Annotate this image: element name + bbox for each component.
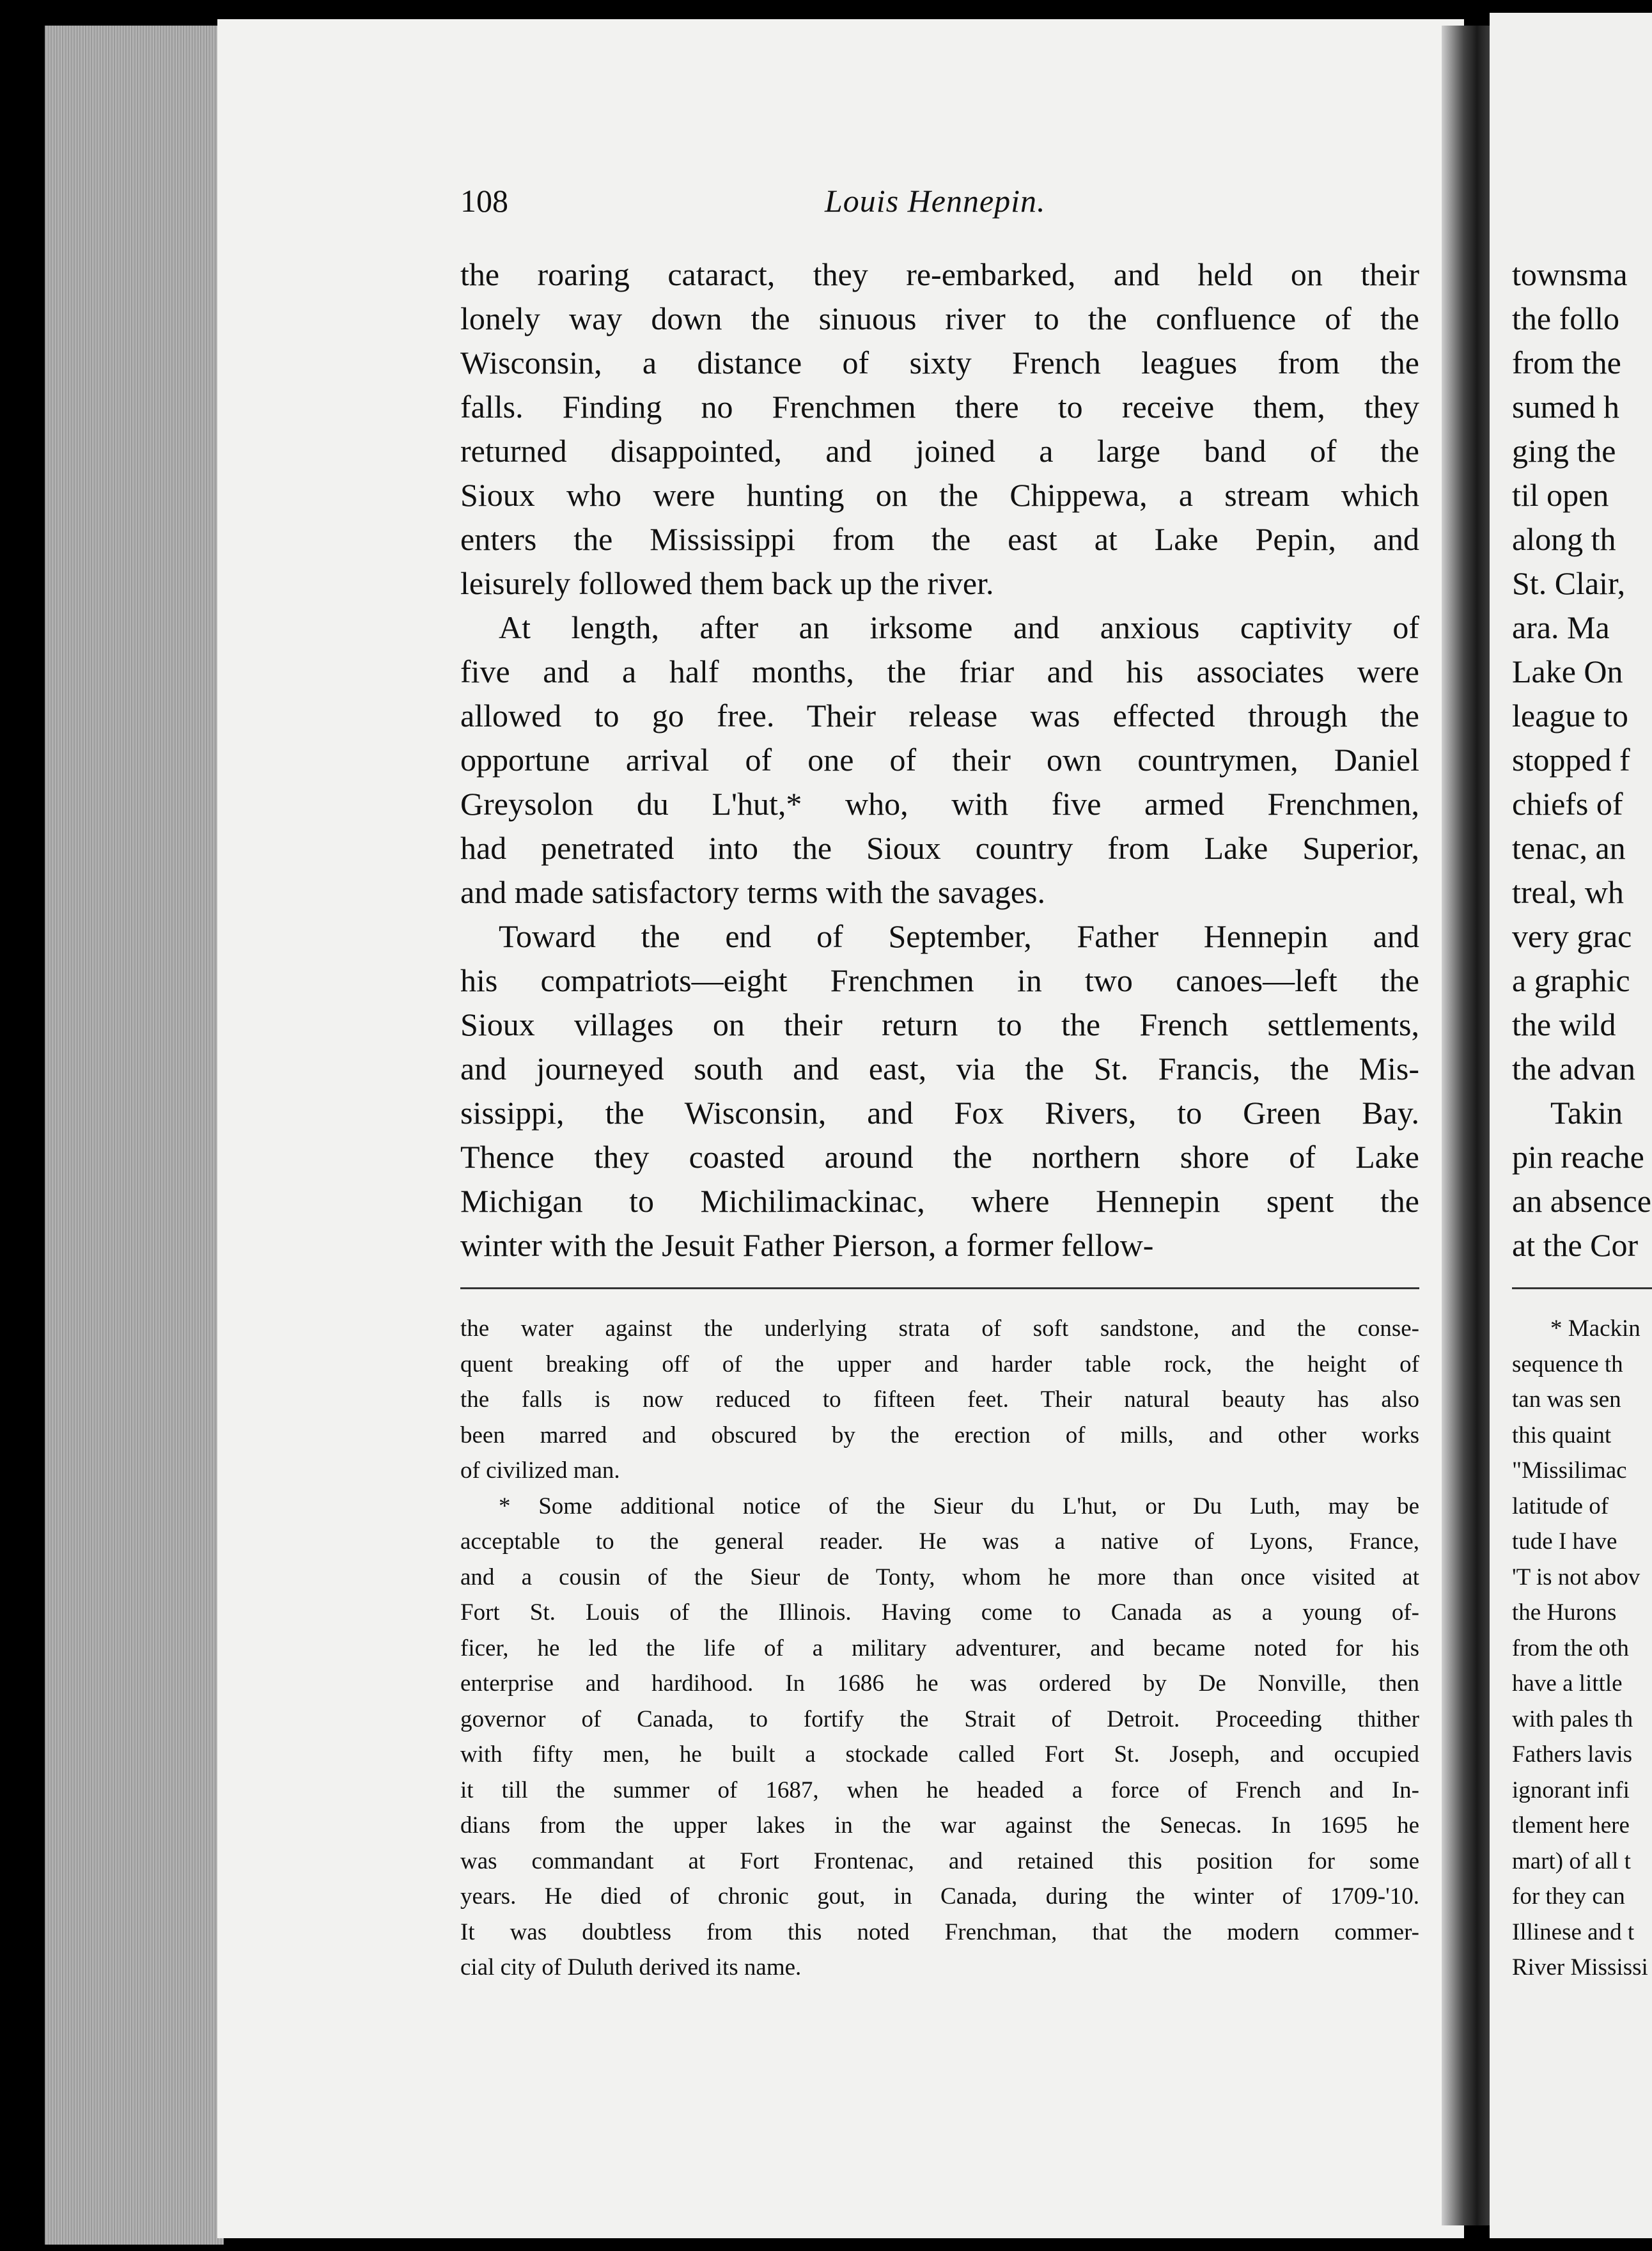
footnote-line: it till the summer of 1687, when he headed a force of French and In- — [460, 1776, 1419, 1803]
footnote-line: Fort St. Louis of the Illinois. Having come to Canada as a young of- — [460, 1599, 1419, 1626]
text-line: lonely way down the sinuous river to the confluence of the — [460, 301, 1419, 336]
footnote-line: and a cousin of the Sieur de Tonty, whom he more than once visited at — [460, 1564, 1419, 1590]
right-text-line: from the — [1512, 345, 1621, 380]
text-line: Wisconsin, a distance of sixty French leagues from the — [460, 345, 1419, 380]
right-footnote-rule — [1512, 1287, 1652, 1289]
footnote-line: governor of Canada, to fortify the Strait of Detroit. Proceeding thither — [460, 1706, 1419, 1732]
text-line: allowed to go free. Their release was effected through the — [460, 698, 1419, 733]
right-text-line: St. Clair, — [1512, 565, 1626, 601]
footnote-line: * Some additional notice of the Sieur du L'hut, or Du Luth, may be — [499, 1493, 1419, 1519]
footnotes — [460, 1311, 1419, 1986]
right-text-line: pin reache — [1512, 1139, 1644, 1175]
footnote-line: It was doubtless from this noted Frenchman, that the modern commer- — [460, 1918, 1419, 1945]
footnote-line: enterprise and hardihood. In 1686 he was ordered by De Nonville, then — [460, 1670, 1419, 1697]
text-line: his compatriots—eight Frenchmen in two canoes—left the — [460, 962, 1419, 998]
right-footnote-line: from the oth — [1512, 1635, 1629, 1661]
text-line: At length, after an irksome and anxious captivity of — [499, 609, 1419, 645]
right-footnote-line: with pales th — [1512, 1706, 1633, 1732]
right-footnote-line: latitude of — [1512, 1493, 1609, 1519]
right-text-line: a graphic — [1512, 962, 1630, 998]
text-line: Greysolon du L'hut,* who, with five armed Frenchmen, — [460, 786, 1419, 822]
right-text-line: very grac — [1512, 918, 1632, 954]
text-line: Michigan to Michilimackinac, where Hennepin spent the — [460, 1183, 1419, 1219]
text-line: and made satisfactory terms with the savages. — [460, 874, 1045, 910]
footnote-line: was commandant at Fort Frontenac, and retained this position for some — [460, 1847, 1419, 1874]
right-text-line: league to — [1512, 698, 1628, 733]
right-footnote-line: tude I have — [1512, 1528, 1617, 1555]
text-line: five and a half months, the friar and his associates were — [460, 654, 1419, 689]
right-text-line: Takin — [1550, 1095, 1623, 1131]
text-line: winter with the Jesuit Father Pierson, a former fellow- — [460, 1227, 1154, 1263]
right-text-line: chiefs of — [1512, 786, 1623, 822]
text-line: Thence they coasted around the northern shore of Lake — [460, 1139, 1419, 1175]
right-footnote-line: "Missilimac — [1512, 1457, 1627, 1484]
right-text-line: along th — [1512, 521, 1616, 557]
right-text-line: tenac, an — [1512, 830, 1626, 866]
right-page — [1490, 13, 1652, 2238]
footnote-line: ficer, he led the life of a military adventurer, and became noted for his — [460, 1635, 1419, 1661]
footnote-line: been marred and obscured by the erection of mills, and other works — [460, 1422, 1419, 1448]
right-page-text — [1512, 253, 1652, 1267]
right-text-line: til open — [1512, 477, 1609, 513]
footnote-line: with fifty men, he built a stockade called Fort St. Joseph, and occupied — [460, 1741, 1419, 1768]
right-text-line: townsma — [1512, 256, 1628, 292]
footnote-line: years. He died of chronic gout, in Canada, during the winter of 1709-'10. — [460, 1883, 1419, 1910]
text-line: Toward the end of September, Father Hennepin and — [499, 918, 1419, 954]
text-line: returned disappointed, and joined a large band of the — [460, 433, 1419, 469]
footnote-line: of civilized man. — [460, 1457, 620, 1484]
right-footnote-line: Fathers lavis — [1512, 1741, 1633, 1768]
running-title: Louis Hennepin. — [825, 183, 1046, 219]
right-footnote-line: ignorant infi — [1512, 1776, 1630, 1803]
footnote-line: dians from the upper lakes in the war against the Senecas. In 1695 he — [460, 1812, 1419, 1839]
footnote-line: cial city of Duluth derived its name. — [460, 1954, 802, 1980]
text-line: leisurely followed them back up the river. — [460, 565, 994, 601]
right-text-line: sumed h — [1512, 389, 1620, 425]
right-text-line: ara. Ma — [1512, 609, 1610, 645]
right-footnote-line: this quaint — [1512, 1422, 1612, 1448]
right-text-line: ging the — [1512, 433, 1616, 469]
right-text-line: stopped f — [1512, 742, 1630, 778]
text-line: Sioux who were hunting on the Chippewa, a stream which — [460, 477, 1419, 513]
text-line: sissippi, the Wisconsin, and Fox Rivers, to Green Bay. — [460, 1095, 1419, 1131]
footnote-rule — [460, 1287, 1419, 1289]
right-text-line: the follo — [1512, 301, 1620, 336]
right-text-line: an absence — [1512, 1183, 1651, 1219]
right-footnote-line: the Hurons — [1512, 1599, 1617, 1626]
text-line: falls. Finding no Frenchmen there to receive them, they — [460, 389, 1419, 425]
right-footnote-line: * Mackin — [1550, 1315, 1640, 1342]
right-text-line: at the Cor — [1512, 1227, 1639, 1263]
text-line: enters the Mississippi from the east at Lake Pepin, and — [460, 521, 1419, 557]
footnote-line: quent breaking off of the upper and harder table rock, the height of — [460, 1351, 1419, 1377]
right-footnote-line: River Mississi — [1512, 1954, 1648, 1980]
right-footnote-line: have a little — [1512, 1670, 1623, 1697]
right-footnote-line: 'T is not abov — [1512, 1564, 1640, 1590]
right-footnote-line: tan was sen — [1512, 1386, 1621, 1413]
right-footnote-line: Illinese and t — [1512, 1918, 1635, 1945]
text-line: opportune arrival of one of their own countrymen, Daniel — [460, 742, 1419, 778]
right-footnote-line: for they can — [1512, 1883, 1625, 1910]
text-line: and journeyed south and east, via the St. Francis, the Mis- — [460, 1051, 1419, 1086]
book-page-edges — [45, 26, 224, 2245]
right-text-line: Lake On — [1512, 654, 1623, 689]
right-footnote-line: mart) of all t — [1512, 1847, 1631, 1874]
right-text-line: the advan — [1512, 1051, 1635, 1086]
right-footnote-line: tlement here — [1512, 1812, 1630, 1839]
text-line: the roaring cataract, they re-embarked, and held on their — [460, 256, 1419, 292]
footnote-line: the falls is now reduced to fifteen feet. Their natural beauty has also — [460, 1386, 1419, 1413]
text-line: had penetrated into the Sioux country from Lake Superior, — [460, 830, 1419, 866]
right-text-line: the wild — [1512, 1007, 1616, 1042]
running-head — [460, 182, 1445, 227]
text-line: Sioux villages on their return to the French settlements, — [460, 1007, 1419, 1042]
right-footnote-line: sequence th — [1512, 1351, 1623, 1377]
main-text — [460, 253, 1419, 1267]
footnote-line: acceptable to the general reader. He was a native of Lyons, France, — [460, 1528, 1419, 1555]
right-text-line: treal, wh — [1512, 874, 1624, 910]
right-page-footnotes — [1512, 1311, 1652, 1986]
footnote-line: the water against the underlying strata of soft sandstone, and the conse- — [460, 1315, 1419, 1342]
page-number: 108 — [460, 183, 508, 219]
